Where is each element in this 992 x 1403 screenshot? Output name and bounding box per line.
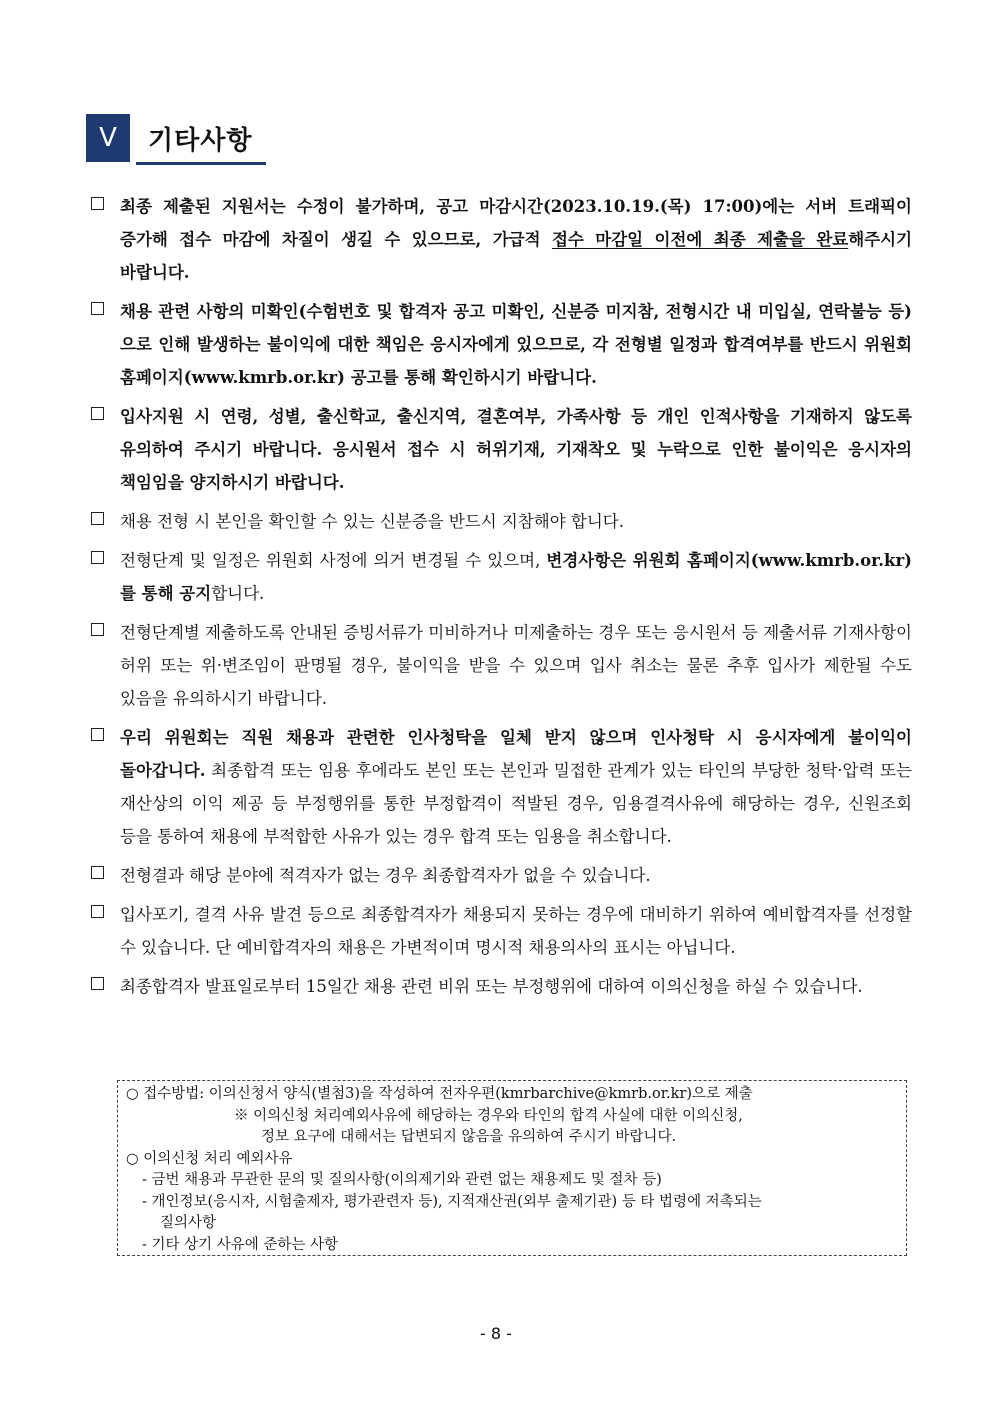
text-segment: 채용 전형 시 본인을 확인할 수 있는 신분증을 반드시 지참해야 합니다.	[120, 512, 624, 531]
notice-item-text	[120, 970, 912, 1003]
notice-item	[88, 859, 912, 892]
checkbox-bullet-icon	[91, 977, 104, 990]
section-heading	[86, 114, 266, 164]
checkbox-bullet-icon	[91, 623, 104, 636]
checkbox-bullet-icon	[91, 551, 104, 564]
notice-item	[88, 970, 912, 1003]
text-segment: 채용 관련 사항의 미확인(수험번호 및 합격자 공고 미확인, 신분증 미지참, 전형시간 내 미입실, 연락불능 등)으로 인해 발생하는 불이익에 대한 책임은 응시자에게 있으므로, 각 전형별 일정과 합격여부를 반드시 위원회 홈페이지(www.kmrb.or.kr) 공고를 통해 확인하시기 바랍니다.	[120, 302, 912, 387]
section-title: 기타사항	[136, 114, 266, 165]
text-segment: 우리 위원회는 직원 채용과 관련한 인사청탁을 일체 받지 않으며 인사청탁 시 응시자에게 불이익이 돌아갑니다.	[120, 728, 912, 780]
notice-item	[88, 721, 912, 853]
checkbox-bullet-icon	[91, 302, 104, 315]
notice-item-list	[88, 190, 912, 1009]
checkbox-bullet-icon	[91, 407, 104, 420]
notice-item-text	[120, 898, 912, 964]
checkbox-bullet-icon	[91, 728, 104, 741]
notice-item	[88, 295, 912, 394]
text-segment: 접수 마감일 이전에 최종 제출을 완료	[551, 230, 849, 249]
notice-item	[88, 616, 912, 715]
notice-item	[88, 505, 912, 538]
notice-item	[88, 544, 912, 610]
notice-note-2: 정보 요구에 대해서는 답변되지 않음을 유의하여 주시기 바랍니다.	[261, 1129, 677, 1145]
section-number: Ⅴ	[86, 114, 130, 162]
notice-exception-2: - 개인정보(응시자, 시험출제자, 평가관련자 등), 지적재산권(외부 출제기관) 등 타 법령에 저촉되는	[142, 1193, 762, 1210]
checkbox-bullet-icon	[91, 197, 104, 210]
text-segment: 합니다.	[211, 584, 265, 603]
text-segment: 최종 제출된 지원서는 수정이 불가하며, 공고 마감시간(2023.10.19.(목) 17:00)에는 서버 트래픽이 증가해 접수 마감에 차질이 생길 수 있으므로, 가급적	[120, 197, 912, 249]
text-segment: 입사포기, 결격 사유 발견 등으로 최종합격자가 채용되지 못하는 경우에 대비하기 위하여 예비합격자를 선정할 수 있습니다. 단 예비합격자의 채용은 가변적이며 명시적 채용의사의 표시는 아닙니다.	[120, 905, 912, 957]
notice-item-text	[120, 721, 912, 853]
notice-item-text	[120, 616, 912, 715]
text-segment: 해주시기 바랍니다.	[120, 230, 913, 282]
notice-exception-3: - 기타 상기 사유에 준하는 사항	[142, 1236, 339, 1253]
notice-item	[88, 400, 912, 499]
notice-item-text	[120, 400, 912, 499]
objection-notice-box	[117, 1080, 907, 1256]
notice-item	[88, 190, 912, 289]
notice-item-text	[120, 295, 912, 394]
text-segment: 전형단계 및 일정은 위원회 사정에 의거 변경될 수 있으며,	[120, 551, 547, 570]
checkbox-bullet-icon	[91, 905, 104, 918]
notice-exception-1: - 금번 채용과 무관한 문의 및 질의사항(이의제기와 관련 없는 채용제도 및 절차 등)	[142, 1172, 662, 1188]
checkbox-bullet-icon	[91, 866, 104, 879]
text-segment: 최종합격자 발표일로부터 15일간 채용 관련 비위 또는 부정행위에 대하여 이의신청을 하실 수 있습니다.	[120, 977, 863, 996]
notice-item-text	[120, 190, 912, 289]
text-segment: 전형결과 해당 분야에 적격자가 없는 경우 최종합격자가 없을 수 있습니다.	[120, 866, 651, 885]
text-segment: 입사지원 시 연령, 성별, 출신학교, 출신지역, 결혼여부, 가족사항 등 개인 인적사항을 기재하지 않도록 유의하여 주시기 바랍니다. 응시원서 접수 시 허위기재, 기재착오 및 누락으로 인한 불이익은 응시자의 책임임을 양지하시기 바랍니다.	[120, 407, 912, 492]
text-segment: 변경사항은 위원회 홈페이지(www.kmrb.or.kr)를 통해 공지	[120, 551, 912, 603]
notice-item	[88, 898, 912, 964]
checkbox-bullet-icon	[91, 512, 104, 525]
notice-item-text	[120, 505, 912, 538]
notice-exception-2-cont: 질의사항	[160, 1215, 217, 1231]
notice-item-text	[120, 859, 912, 892]
notice-item-text	[120, 544, 912, 610]
text-segment: 최종합격 또는 임용 후에라도 본인 또는 본인과 밀접한 관계가 있는 타인의 부당한 청탁·압력 또는 재산상의 이익 제공 등 부정행위를 통한 부정합격이 적발된 경우, 임용결격사유에 해당하는 경우, 신원조회 등을 통하여 채용에 부적합한 사유가 있는 경우 합격 또는 임용을 취소합니다.	[120, 761, 912, 846]
page-number: - 8 -	[480, 1324, 512, 1343]
notice-line-submission: ○ 접수방법: 이의신청서 양식(별첨3)을 작성하여 전자우편(kmrbarchive@kmrb.or.kr)으로 제출	[126, 1086, 753, 1102]
text-segment: 전형단계별 제출하도록 안내된 증빙서류가 미비하거나 미제출하는 경우 또는 응시원서 등 제출서류 기재사항이 허위 또는 위·변조임이 판명될 경우, 불이익을 받을 수 있으며 입사 취소는 물론 추후 입사가 제한될 수도 있음을 유의하시기 바랍니다.	[120, 623, 912, 708]
notice-line-exceptions: ○ 이의신청 처리 예외사유	[126, 1150, 293, 1167]
notice-note-1: ※ 이의신청 처리예외사유에 해당하는 경우와 타인의 합격 사실에 대한 이의신청,	[234, 1107, 743, 1124]
